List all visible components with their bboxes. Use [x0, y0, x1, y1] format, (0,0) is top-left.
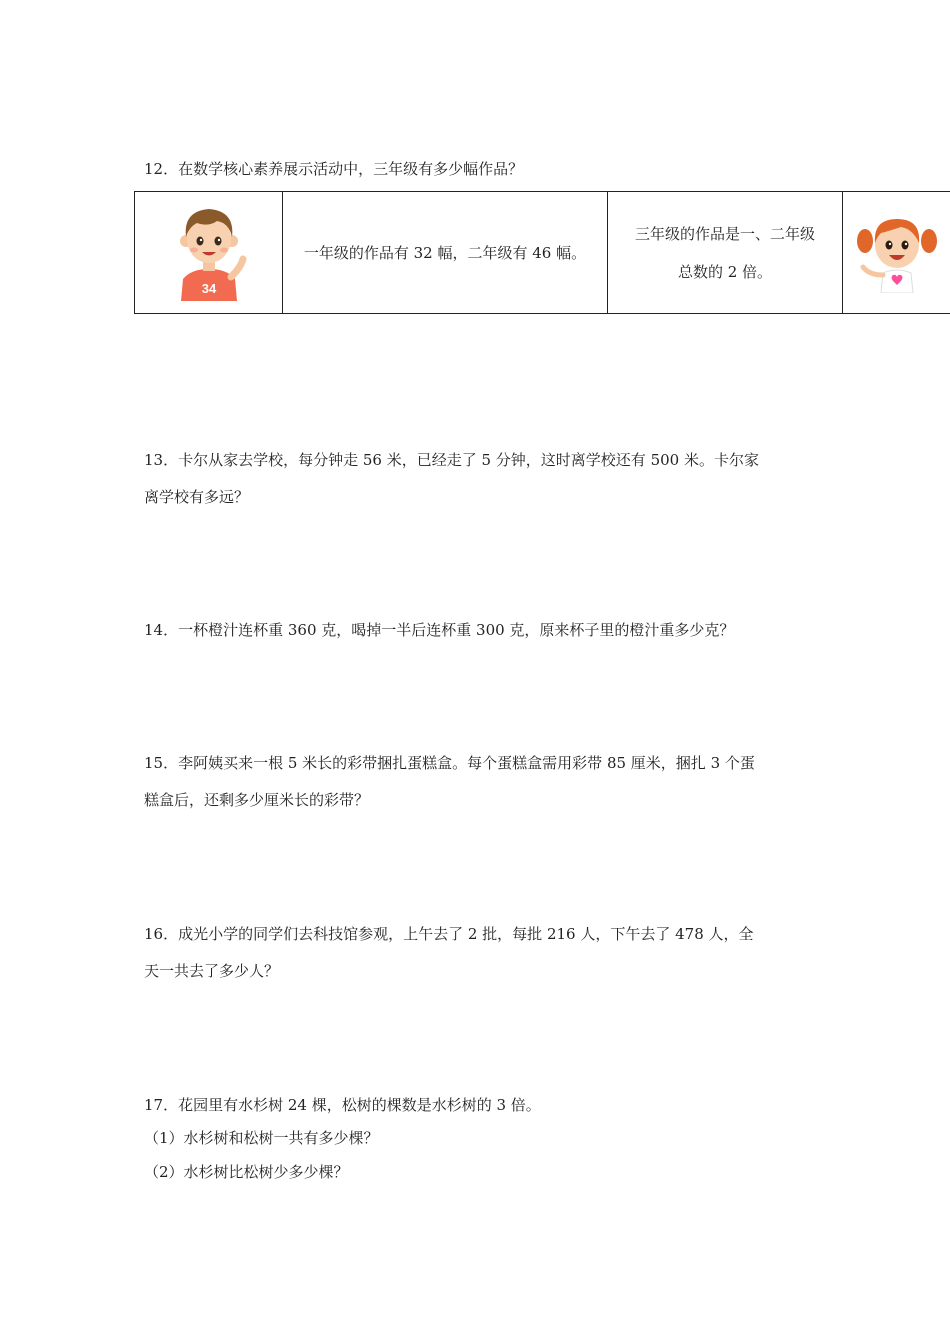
question-text: 一杯橙汁连杯重 360 克，喝掉一半后连杯重 300 克，原来杯子里的橙汁重多少克？	[178, 621, 735, 639]
question-number: 16．	[144, 925, 179, 943]
question-text: 在数学核心素养展示活动中，三年级有多少幅作品？	[178, 160, 524, 178]
girl-speech-line-1: 三年级的作品是一、二年级	[634, 224, 815, 243]
boy-illustration	[169, 201, 249, 301]
boy-cell	[135, 192, 283, 314]
question-text-line-1: 李阿姨买来一根 5 米长的彩带捆扎蛋糕盒。每个蛋糕盒需用彩带 85 厘米，捆扎 3 个蛋	[178, 754, 755, 772]
question-text-line-2: 糕盒后，还剩多少厘米长的彩带？	[144, 791, 370, 809]
question-17	[144, 1087, 541, 1124]
girl-speech-line-2: 总数的 2 倍。	[677, 262, 773, 281]
question-12	[144, 151, 523, 188]
question-14	[144, 612, 734, 649]
question-13	[144, 442, 759, 516]
question-number: 13．	[144, 451, 179, 469]
question-15	[144, 745, 755, 819]
girl-illustration	[855, 209, 939, 293]
boy-speech-cell	[283, 192, 608, 314]
question-text-line-1: 卡尔从家去学校，每分钟走 56 米，已经走了 5 分钟，这时离学校还有 500 米。卡尔家	[178, 451, 759, 469]
question-number: 14．	[144, 621, 179, 639]
question-number: 15．	[144, 754, 179, 772]
question-text: 花园里有水杉树 24 棵，松树的棵数是水杉树的 3 倍。	[178, 1096, 541, 1114]
boy-speech: 一年级的作品有 32 幅，二年级有 46 幅。	[303, 243, 587, 262]
shirt-number: 34	[201, 280, 216, 296]
question-17-part-2: （2）水杉树比松树少多少棵？	[144, 1163, 349, 1181]
question-text-line-2: 离学校有多远？	[144, 488, 250, 506]
question-17-part-1: （1）水杉树和松树一共有多少棵？	[144, 1129, 379, 1147]
question-text-line-1: 成光小学的同学们去科技馆参观，上午去了 2 批，每批 216 人，下午去了 478 人，全	[178, 925, 754, 943]
question-number: 17．	[144, 1096, 179, 1114]
question-text-line-2: 天一共去了多少人？	[144, 962, 280, 980]
dialogue-table	[134, 191, 950, 314]
girl-cell	[843, 192, 950, 314]
question-16	[144, 916, 754, 990]
girl-speech-cell	[608, 192, 843, 314]
question-number: 12．	[144, 160, 179, 178]
